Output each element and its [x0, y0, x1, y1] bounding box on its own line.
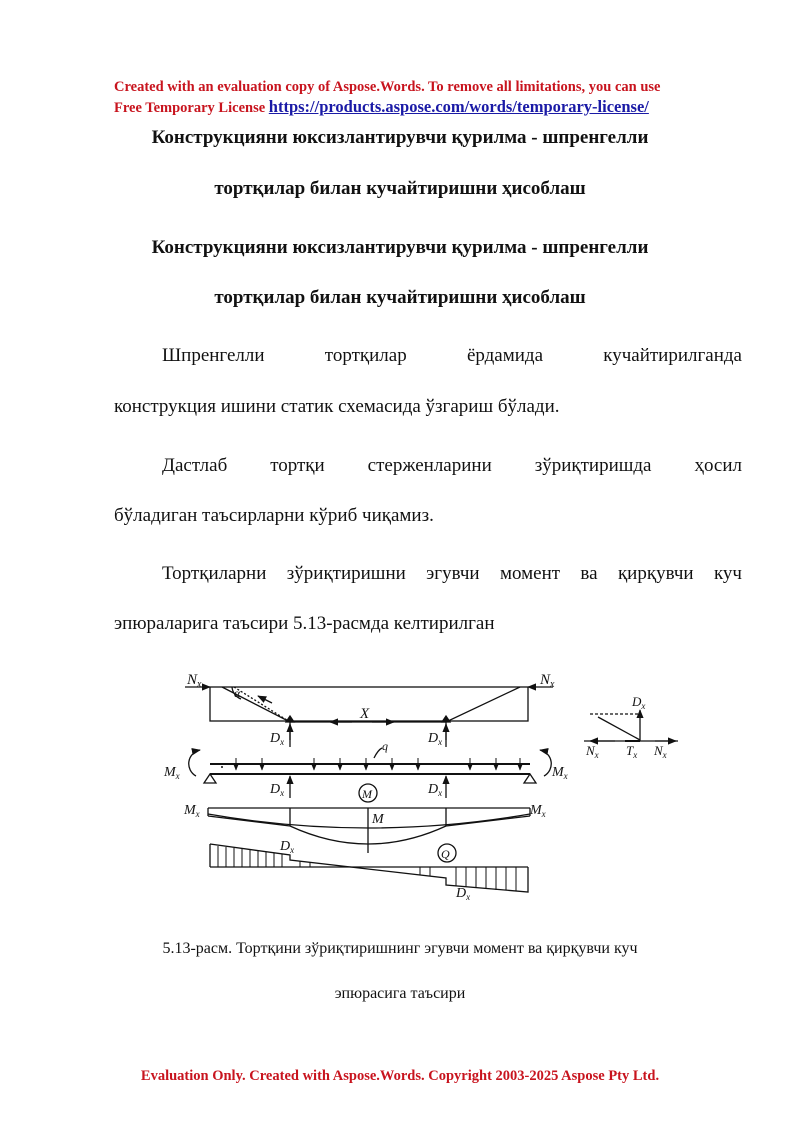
license-link[interactable]: https://products.aspose.com/words/temporary-license/ [268, 97, 649, 116]
figure-caption-line-1: 5.13-расм. Тортқини зўриқтиришнинг эгувчи момент ва қирқувчи куч [162, 940, 638, 957]
label-mx-diagram-right: $M_x$ [530, 803, 546, 819]
paragraph-2-line-2: бўладиган таъсирларни кўриб чиқамиз. [114, 505, 434, 526]
word: момент [499, 563, 561, 584]
figure-5-13-diagram [150, 660, 690, 910]
word: тортқилар [324, 345, 407, 366]
evaluation-notice [114, 77, 754, 118]
figure-caption-line-2: эпюрасига таъсири [334, 985, 466, 1002]
word: кучайтирилганда [603, 345, 742, 366]
label-m-circle: M [362, 787, 372, 801]
force-rod [598, 717, 640, 740]
label-mx-left: $M_x$ [164, 765, 180, 781]
label-x-force: X [360, 706, 370, 722]
moment-right [540, 750, 551, 776]
word: тортқи [270, 455, 325, 476]
label-dx-right-top: $D_x$ [428, 731, 443, 747]
word: ва [580, 563, 598, 584]
word: Дастлаб [162, 455, 228, 476]
paragraph-1-line-1 [162, 345, 742, 367]
label-nx-right: $N_x$ [540, 672, 555, 690]
word: зўриқтиришни [286, 563, 406, 584]
word: қирқувчи [617, 563, 694, 584]
word: стерженларини [367, 455, 492, 476]
heading-repeat-line-2: тортқилар билан кучайтиришни ҳисоблаш [214, 287, 586, 308]
moment-left [189, 750, 200, 776]
evaluation-notice-line: Created with an evaluation copy of Aspose.Words. To remove all limitations, you can use [114, 79, 661, 95]
label-nx-force-right: $N_x$ [654, 743, 667, 760]
node-left [286, 716, 294, 722]
label-tx-force: $T_x$ [626, 743, 638, 760]
paragraph-1-line-2: конструкция ишини статик схемасида ўзгариш бўлади. [114, 396, 560, 417]
paragraph-3-line-1 [162, 563, 742, 585]
license-prefix: Free Temporary License [114, 100, 266, 116]
paragraph-3-line-2: эпюраларига таъсири 5.13-расмда келтирилган [114, 613, 495, 634]
label-m-diagram: M [372, 812, 384, 827]
word: куч [713, 563, 742, 584]
moment-curve-inner [208, 814, 530, 828]
label-dx-shear-top: $D_x$ [280, 839, 295, 855]
truss-rod [222, 687, 520, 722]
heading-repeat-line-1: Конструкцияни юксизлантирувчи қурилма - шпренгелли [151, 237, 649, 258]
heading-line-2: тортқилар билан кучайтиришни ҳисоблаш [214, 178, 586, 199]
label-alpha: α [234, 686, 241, 700]
support-right [524, 774, 536, 783]
word: Тортқиларни [162, 563, 267, 584]
evaluation-footer: Evaluation Only. Created with Aspose.Words. Copyright 2003-2025 Aspose Pty Ltd. [140, 1068, 660, 1084]
label-mx-diagram-left: $M_x$ [184, 803, 200, 819]
label-dx-force: $D_x$ [632, 694, 646, 711]
label-nx-force-left: $N_x$ [586, 743, 599, 760]
word: ёрдамида [466, 345, 544, 366]
label-dx-left-mid: $D_x$ [270, 782, 285, 798]
word: эгувчи [426, 563, 480, 584]
label-dx-left-top: $D_x$ [270, 731, 285, 747]
word: ҳосил [694, 455, 742, 476]
x-force-arrow-diag [258, 696, 272, 703]
heading-line-1: Конструкцияни юксизлантирувчи қурилма - шпренгелли [151, 127, 649, 148]
label-q-load: q [382, 739, 388, 753]
node-right [442, 716, 450, 722]
word: Шпренгелли [162, 345, 265, 366]
label-dx-shear-bottom: $D_x$ [456, 886, 471, 902]
label-dx-right-mid: $D_x$ [428, 782, 443, 798]
q-leader [374, 748, 382, 758]
paragraph-2-line-1 [162, 455, 742, 477]
label-mx-right: $M_x$ [552, 765, 568, 781]
support-left [204, 774, 216, 783]
label-q-circle: Q [441, 847, 450, 861]
label-nx-left: $N_x$ [187, 672, 202, 690]
word: зўриқтиришда [534, 455, 652, 476]
truss-rod-inner [234, 687, 290, 722]
moment-curve [208, 816, 530, 844]
